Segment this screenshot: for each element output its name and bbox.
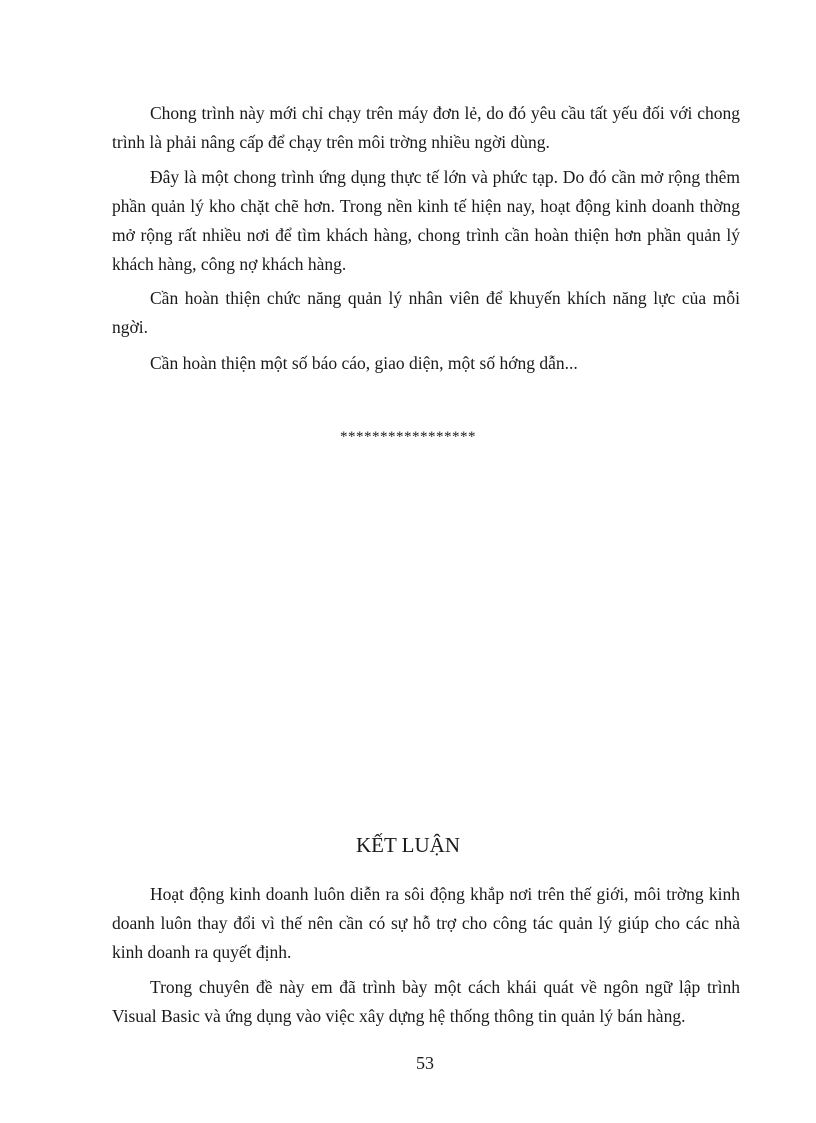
section-separator: ***************** <box>340 429 476 445</box>
page-number: 53 <box>416 1053 434 1073</box>
conclusion-heading: KẾT LUẬN <box>355 833 460 857</box>
paragraph-reports-interface: Cần hoàn thiện một số báo cáo, giao diện, một số hớng dẫn... <box>150 353 578 373</box>
paragraph-visual-basic-summary: Trong chuyên đề này em đã trình bày một cách khái quát về ngôn ngữ lập trình Visual Basic và ứng dụng vào việc xây dựng hệ thống thông tin quản lý bán hàng. <box>112 977 740 1026</box>
paragraph-business-activity: Hoạt động kinh doanh luôn diễn ra sôi động khắp nơi trên thế giới, môi trờng kinh doanh luôn thay đổi vì thế nên cần có sự hỗ trợ cho công tác quản lý giúp cho các nhà kinh doanh ra quyết định. <box>112 884 740 962</box>
paragraph-program-expansion: Đây là một chong trình ứng dụng thực tế lớn và phức tạp. Do đó cần mở rộng thêm phần quản lý kho chặt chẽ hơn. Trong nền kinh tế hiện nay, hoạt động kinh doanh thờng mở rộng rất nhiều nơi để tìm khách hàng, chong trình cần hoàn thiện hơn phần quản lý khách hàng, công nợ khách hàng. <box>112 167 740 274</box>
paragraph-network-upgrade: Chong trình này mới chỉ chạy trên máy đơn lẻ, do đó yêu cầu tất yếu đối với chong trình là phải nâng cấp để chạy trên môi trờng nhiều ngời dùng. <box>112 103 740 152</box>
paragraph-employee-management: Cần hoàn thiện chức năng quản lý nhân viên để khuyến khích năng lực của mỗi ngời. <box>112 288 740 337</box>
